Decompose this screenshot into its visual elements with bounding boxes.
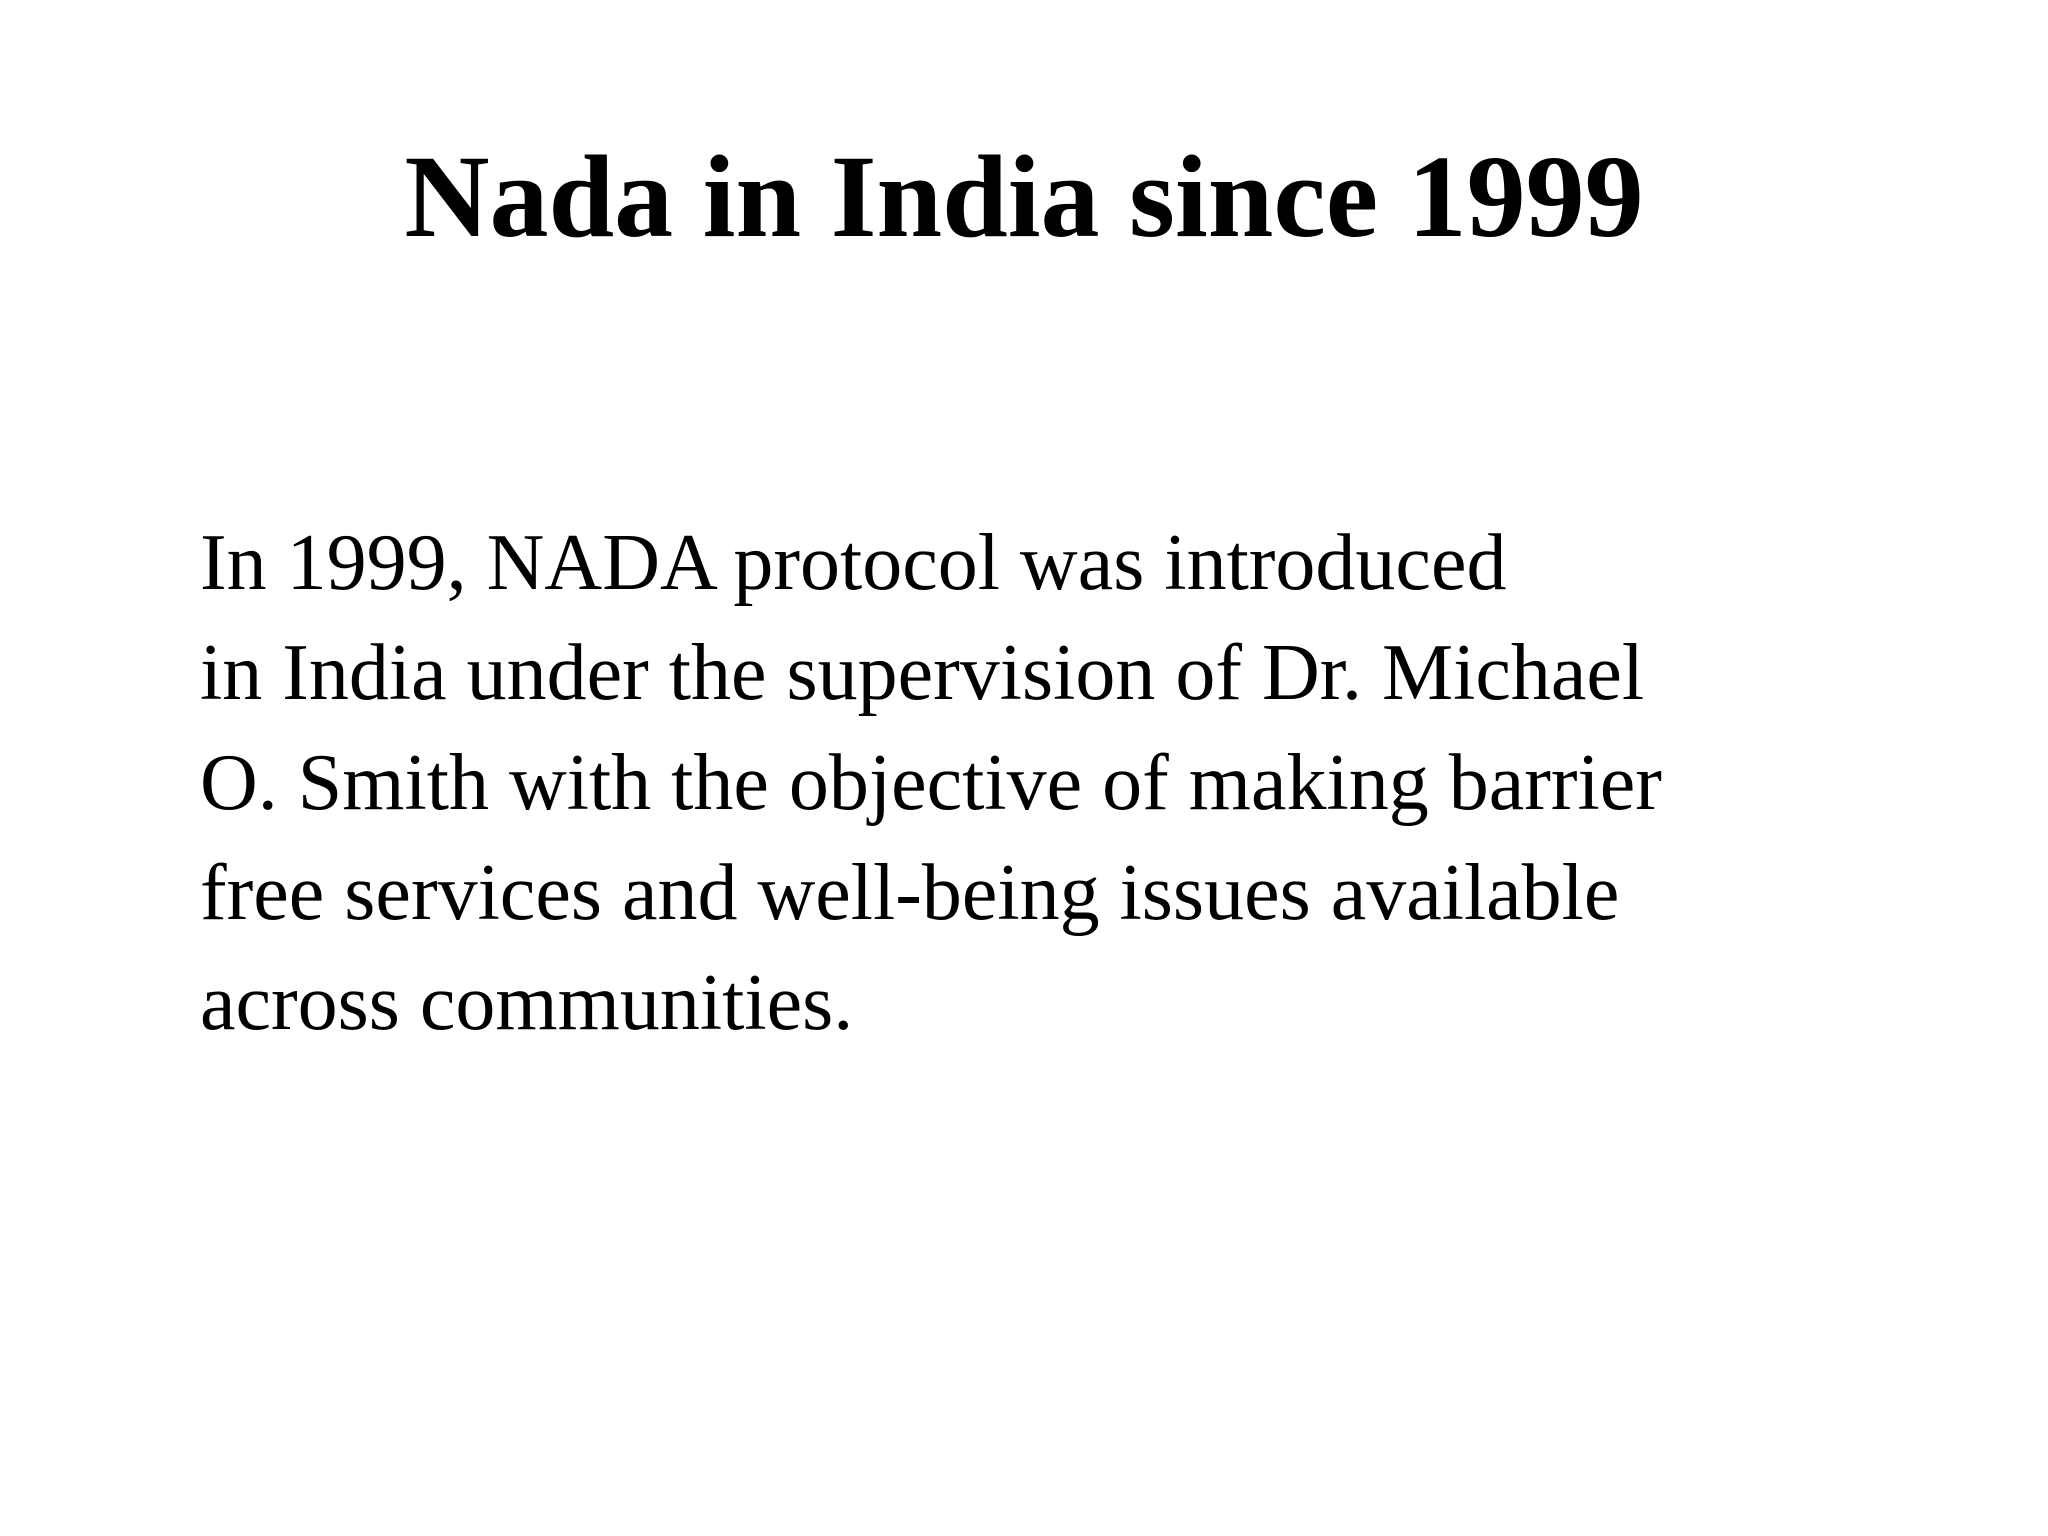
- body-line: in India under the supervision of Dr. Michael: [200, 629, 1645, 717]
- body-line: O. Smith with the objective of making barrier: [200, 739, 1662, 827]
- body-line: across communities.: [200, 959, 854, 1047]
- slide-title: Nada in India since 1999: [404, 131, 1644, 262]
- body-line: In 1999, NADA protocol was introduced: [200, 519, 1507, 607]
- body-line: free services and well-being issues available: [200, 849, 1620, 937]
- slide-body: [200, 508, 1920, 1058]
